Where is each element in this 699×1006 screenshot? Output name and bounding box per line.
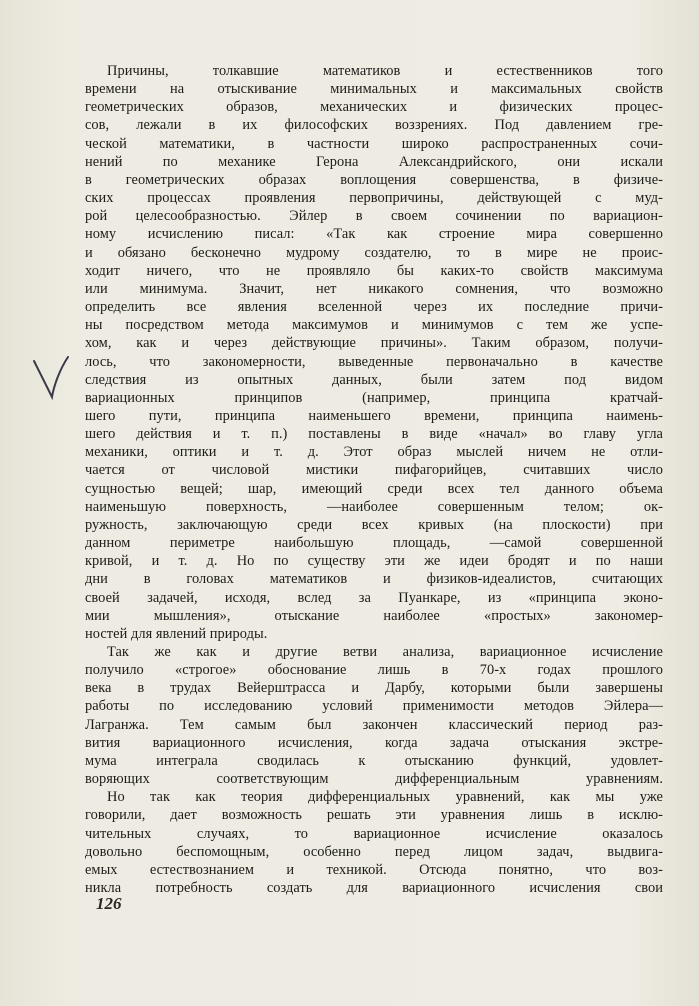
text-line: или минимума. Значит, нет никакого сомнения, что возможно [85,280,663,297]
text-line: геометрических образов, механических и физических процес- [85,99,663,116]
text-line: хом, как и через действующие причины». Таким образом, получи- [85,335,663,352]
text-line: мии мышления», отыскание наиболее «простых» закономер- [85,607,663,624]
text-line: емых естествознанием и техникой. Отсюда понятно, что воз- [85,861,663,878]
text-line: ностей для явлений природы. [85,625,268,642]
paragraph-2 [85,643,663,788]
text-line: Лагранжа. Тем самым был закончен классический период раз- [85,716,663,733]
text-line: никла потребность создать для вариационного исчисления свои [85,880,663,897]
text-line: кривой, и т. д. Но по существу эти же идеи бродят и по наши [85,553,663,570]
text-line: определить все явления вселенной через их последние причи- [85,299,663,316]
text-line: ческой математики, в частности широко распространенных сочи- [85,135,663,152]
text-line: мума интеграла сводилась к отысканию функций, удовлет- [85,752,663,769]
text-line: данном периметре наибольшую площадь, —самой совершенной [85,535,663,552]
text-line: и обязано бесконечно мудрому создателю, то в мире не проис- [85,244,663,261]
text-line: наименьшую поверхность, —наиболее совершенным телом; ок- [85,498,663,515]
text-line: шего действия и т. п.) поставлены в виде «начал» во главу угла [85,426,663,443]
text-line: Так же как и другие ветви анализа, вариационное исчисление [107,644,663,660]
text-line: механики, оптики и т. д. Этот образ мыслей ничем не отли- [85,444,663,461]
text-line: в геометрических образах воплощения совершенства, в физиче- [85,171,663,188]
text-line: лось, что закономерности, выведенные первоначально в качестве [85,353,663,370]
text-line: дни в головах математиков и физиков-идеалистов, считающих [85,571,663,588]
text-line: рой целесообразностью. Эйлер в своем сочинении по вариацион- [85,208,663,225]
text-line: Но так как теория дифференциальных уравнений, как мы уже [107,789,663,806]
text-line: довольно беспомощным, особенно перед лицом задач, выдвига- [85,843,663,860]
page-number: 126 [96,894,122,913]
text-line: воряющих соответствующим дифференциальным уравнениям. [85,771,663,788]
text-line: работы по исследованию условий применимости методов Эйлера— [85,698,663,715]
paragraph-3 [85,788,663,897]
text-line: времени на отыскивание минимальных и максимальных свойств [85,81,663,98]
text-line: Причины, толкавшие математиков и естественников того [107,63,663,79]
paragraph-1 [85,62,663,643]
text-line: нений по механике Герона Александрийского, они искали [85,153,663,170]
text-line: сов, лежали в их философских воззрениях. Под давлением гре- [85,117,663,134]
body-text [85,62,663,897]
text-line: шего пути, принципа наименьшего времени, принципа наимень- [85,407,663,424]
text-line: ному исчислению писал: «Так как строение мира совершенно [85,226,663,243]
text-line: следствия из опытных данных, были затем под видом [85,371,663,388]
text-line: чается от числовой мистики пифагорийцев, считавших число [85,462,663,479]
text-line: ружность, заключающую среди всех кривых (на плоскости) при [85,516,663,533]
margin-checkmark-annotation [32,355,72,401]
text-line: чительных случаях, то вариационное исчисление оказалось [85,825,663,842]
text-line: своей задачей, исходя, вслед за Пуанкаре, из «принципа эконо- [85,589,663,606]
text-line: ны посредством метода максимумов и минимумов с тем же успе- [85,317,663,334]
text-line: вариационных принципов (например, принципа кратчай- [85,389,663,406]
text-line: сущностью вещей; шар, имеющий среди всех тел данного объема [85,480,663,497]
text-line: получило «строгое» обоснование лишь в 70-х годах прошлого [85,662,663,679]
text-line: ских процессах проявления первопричины, действующей с муд- [85,190,663,207]
text-line: века в трудах Вейерштрасса и Дарбу, которыми были завершены [85,680,663,697]
text-line: говорили, дает возможность решать эти уравнения лишь в исклю- [85,807,663,824]
text-line: ходит ничего, что не проявляло бы каких-то свойств максимума [85,262,663,279]
text-line: вития вариационного исчисления, когда задача отыскания экстре- [85,734,663,751]
